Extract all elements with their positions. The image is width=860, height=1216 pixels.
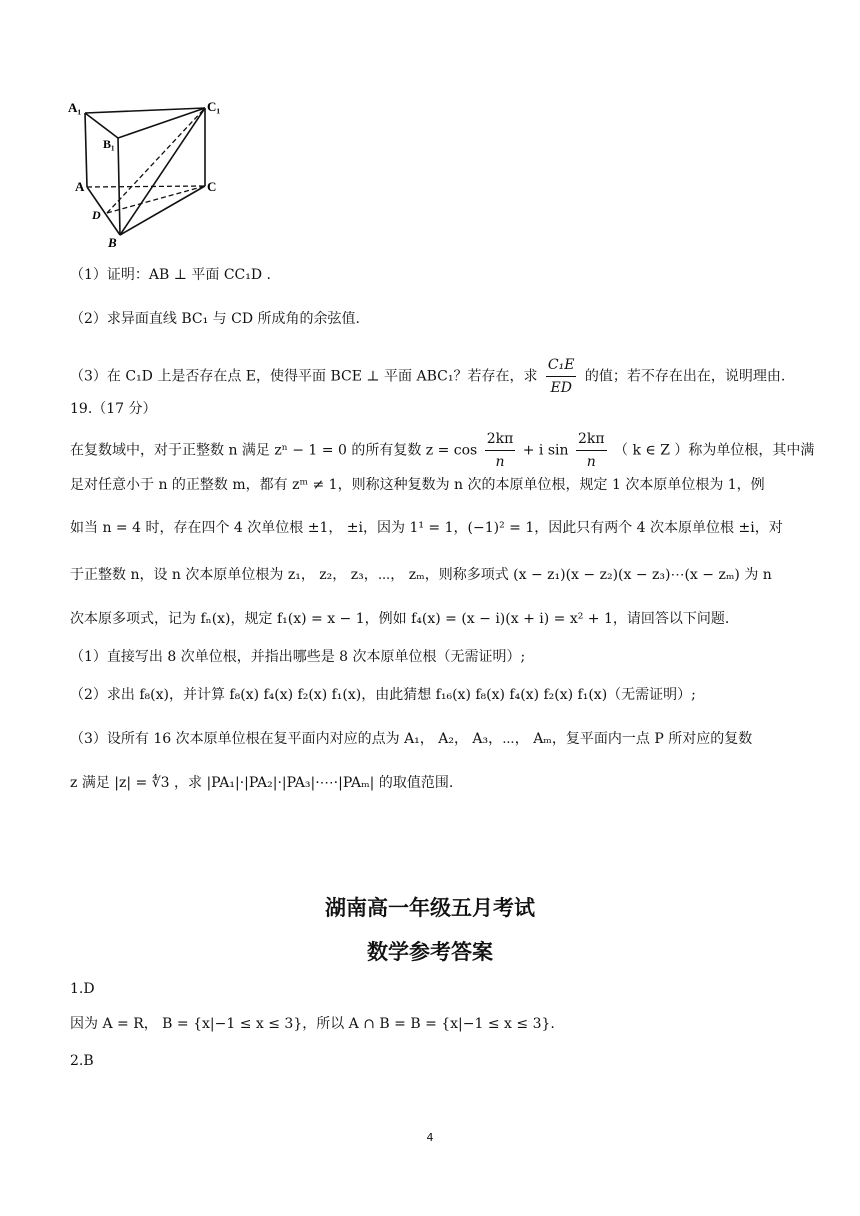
q19-line1 <box>70 428 814 473</box>
q19-line4: 于正整数 n，设 n 次本原单位根为 z₁， z₂， z₃，⋯， zₘ，则称多项式 (x − z₁)(x − z₂)(x − z₃)⋯(x − zₘ) 为 n <box>70 567 772 583</box>
q19-frac1 <box>485 428 516 473</box>
q18-part3 <box>70 354 785 399</box>
label-c: C <box>207 179 217 194</box>
q19-line2: 足对任意小于 n 的正整数 m，都有 zᵐ ≠ 1，则称这种复数为 n 次的本原单位根，规定 1 次本原单位根为 1，例 <box>70 477 765 493</box>
answers-subtitle: 数学参考答案 <box>367 940 493 964</box>
fraction-denominator: ED <box>550 380 572 396</box>
fraction-numerator: 2kπ <box>485 428 516 451</box>
prism-figure <box>65 95 230 250</box>
q18-part1: （1）证明：AB ⊥ 平面 CC₁D . <box>70 267 271 283</box>
q19-frac2 <box>576 428 607 473</box>
q19-line1-suffix: （ k ∈ Z ）称为单位根，其中满 <box>614 442 815 459</box>
q19-line3: 如当 n = 4 时，存在四个 4 次单位根 ±1， ±i，因为 1¹ = 1，(−1)² = 1，因此只有两个 4 次本原单位根 ±i，对 <box>70 520 783 536</box>
label-a: A <box>75 179 85 194</box>
q18-part3-prefix: （3）在 C₁D 上是否存在点 E，使得平面 BCE ⊥ 平面 ABC₁？若存在，求 <box>70 368 538 385</box>
q19-line1-prefix: 在复数域中，对于正整数 n 满足 zⁿ − 1 = 0 的所有复数 z = cos <box>70 442 478 459</box>
fraction-numerator: 2kπ <box>576 428 607 451</box>
fraction-numerator: C₁E <box>546 354 577 377</box>
label-d: D <box>92 208 101 222</box>
q19-sub3: （3）设所有 16 次本原单位根在复平面内对应的点为 A₁， A₂， A₃，⋯， Aₘ，复平面内一点 P 所对应的复数 <box>70 731 753 747</box>
label-b1: B₁ <box>103 137 115 151</box>
answer-1-label: 1.D <box>70 981 95 997</box>
answers-title: 湖南高一年级五月考试 <box>325 896 535 920</box>
q18-part3-fraction <box>546 354 577 399</box>
label-a1: A₁ <box>68 100 82 115</box>
q19-sub1: （1）直接写出 8 次单位根，并指出哪些是 8 次本原单位根（无需证明）; <box>70 649 526 665</box>
fraction-denominator: n <box>586 454 596 470</box>
label-b: B <box>108 235 117 250</box>
q19-sub2: （2）求出 f₈(x)，并计算 f₈(x) f₄(x) f₂(x) f₁(x)，由此猜想 f₁₆(x) f₈(x) f₄(x) f₂(x) f₁(x)（无需证明）; <box>70 687 696 703</box>
q18-part2: （2）求异面直线 BC₁ 与 CD 所成角的余弦值. <box>70 311 360 327</box>
q19-sub3-cont: z 满足 |z| = ∜3 ，求 |PA₁|·|PA₂|·|PA₃|·⋯·|PAₘ| 的取值范围. <box>70 775 454 791</box>
q19-line1-mid: + i sin <box>522 442 569 459</box>
q19-header: 19.（17 分） <box>70 401 157 417</box>
answer-1-text: 因为 A = R， B = {x|−1 ≤ x ≤ 3}，所以 A ∩ B = B = {x|−1 ≤ x ≤ 3}. <box>70 1016 555 1032</box>
answer-2-label: 2.B <box>70 1053 94 1069</box>
page-number: 4 <box>426 1131 434 1144</box>
q18-part3-suffix: 的值；若不存在出在，说明理由. <box>584 368 786 385</box>
label-c1: C₁ <box>207 99 221 114</box>
fraction-denominator: n <box>495 454 505 470</box>
q19-line5: 次本原多项式，记为 fₙ(x)，规定 f₁(x) = x − 1，例如 f₄(x) = (x − i)(x + i) = x² + 1，请回答以下问题. <box>70 611 730 627</box>
